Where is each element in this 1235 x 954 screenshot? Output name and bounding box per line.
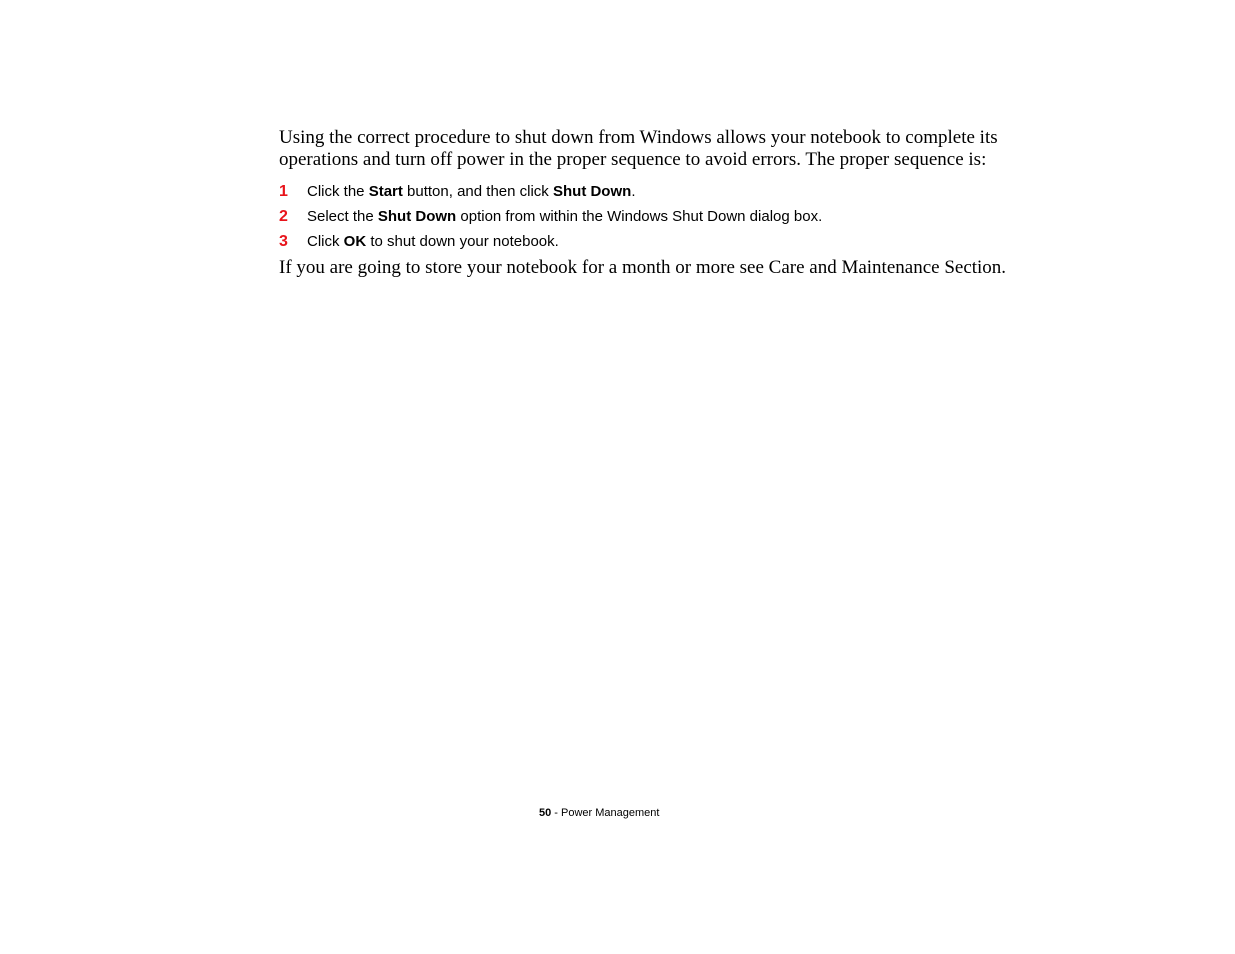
step-text-part: Click the (307, 183, 369, 200)
closing-paragraph: If you are going to store your notebook for a month or more see Care and Maintenance Section. (279, 257, 1007, 278)
step-text-part: to shut down your notebook. (366, 233, 559, 250)
step-text-part: option from within the Windows Shut Down dialog box. (456, 208, 823, 225)
page-footer (539, 806, 659, 820)
step-item (279, 231, 822, 256)
step-text (307, 183, 635, 200)
step-bold-term: OK (343, 233, 367, 250)
step-text-part: . (631, 183, 636, 200)
footer-section-name: Power Management (561, 807, 660, 819)
step-text (307, 233, 559, 250)
step-text-part: Select the (307, 208, 378, 225)
step-bold-term: Shut Down (552, 183, 632, 200)
step-number: 3 (279, 233, 288, 250)
intro-paragraph: Using the correct procedure to shut down from Windows allows your notebook to complete its operations and turn off power in the proper sequence to avoid errors. The proper sequence is: (279, 127, 998, 170)
step-text (307, 208, 822, 225)
footer-separator: - (551, 807, 562, 819)
step-text-part: Click (307, 233, 344, 250)
page-number: 50 (539, 807, 552, 819)
step-text-part: button, and then click (402, 183, 553, 200)
step-number: 2 (279, 208, 288, 225)
step-item (279, 206, 822, 231)
step-number: 1 (279, 183, 288, 200)
step-bold-term: Start (368, 183, 403, 200)
step-item (279, 181, 822, 206)
step-bold-term: Shut Down (377, 208, 457, 225)
procedure-steps (279, 181, 822, 256)
